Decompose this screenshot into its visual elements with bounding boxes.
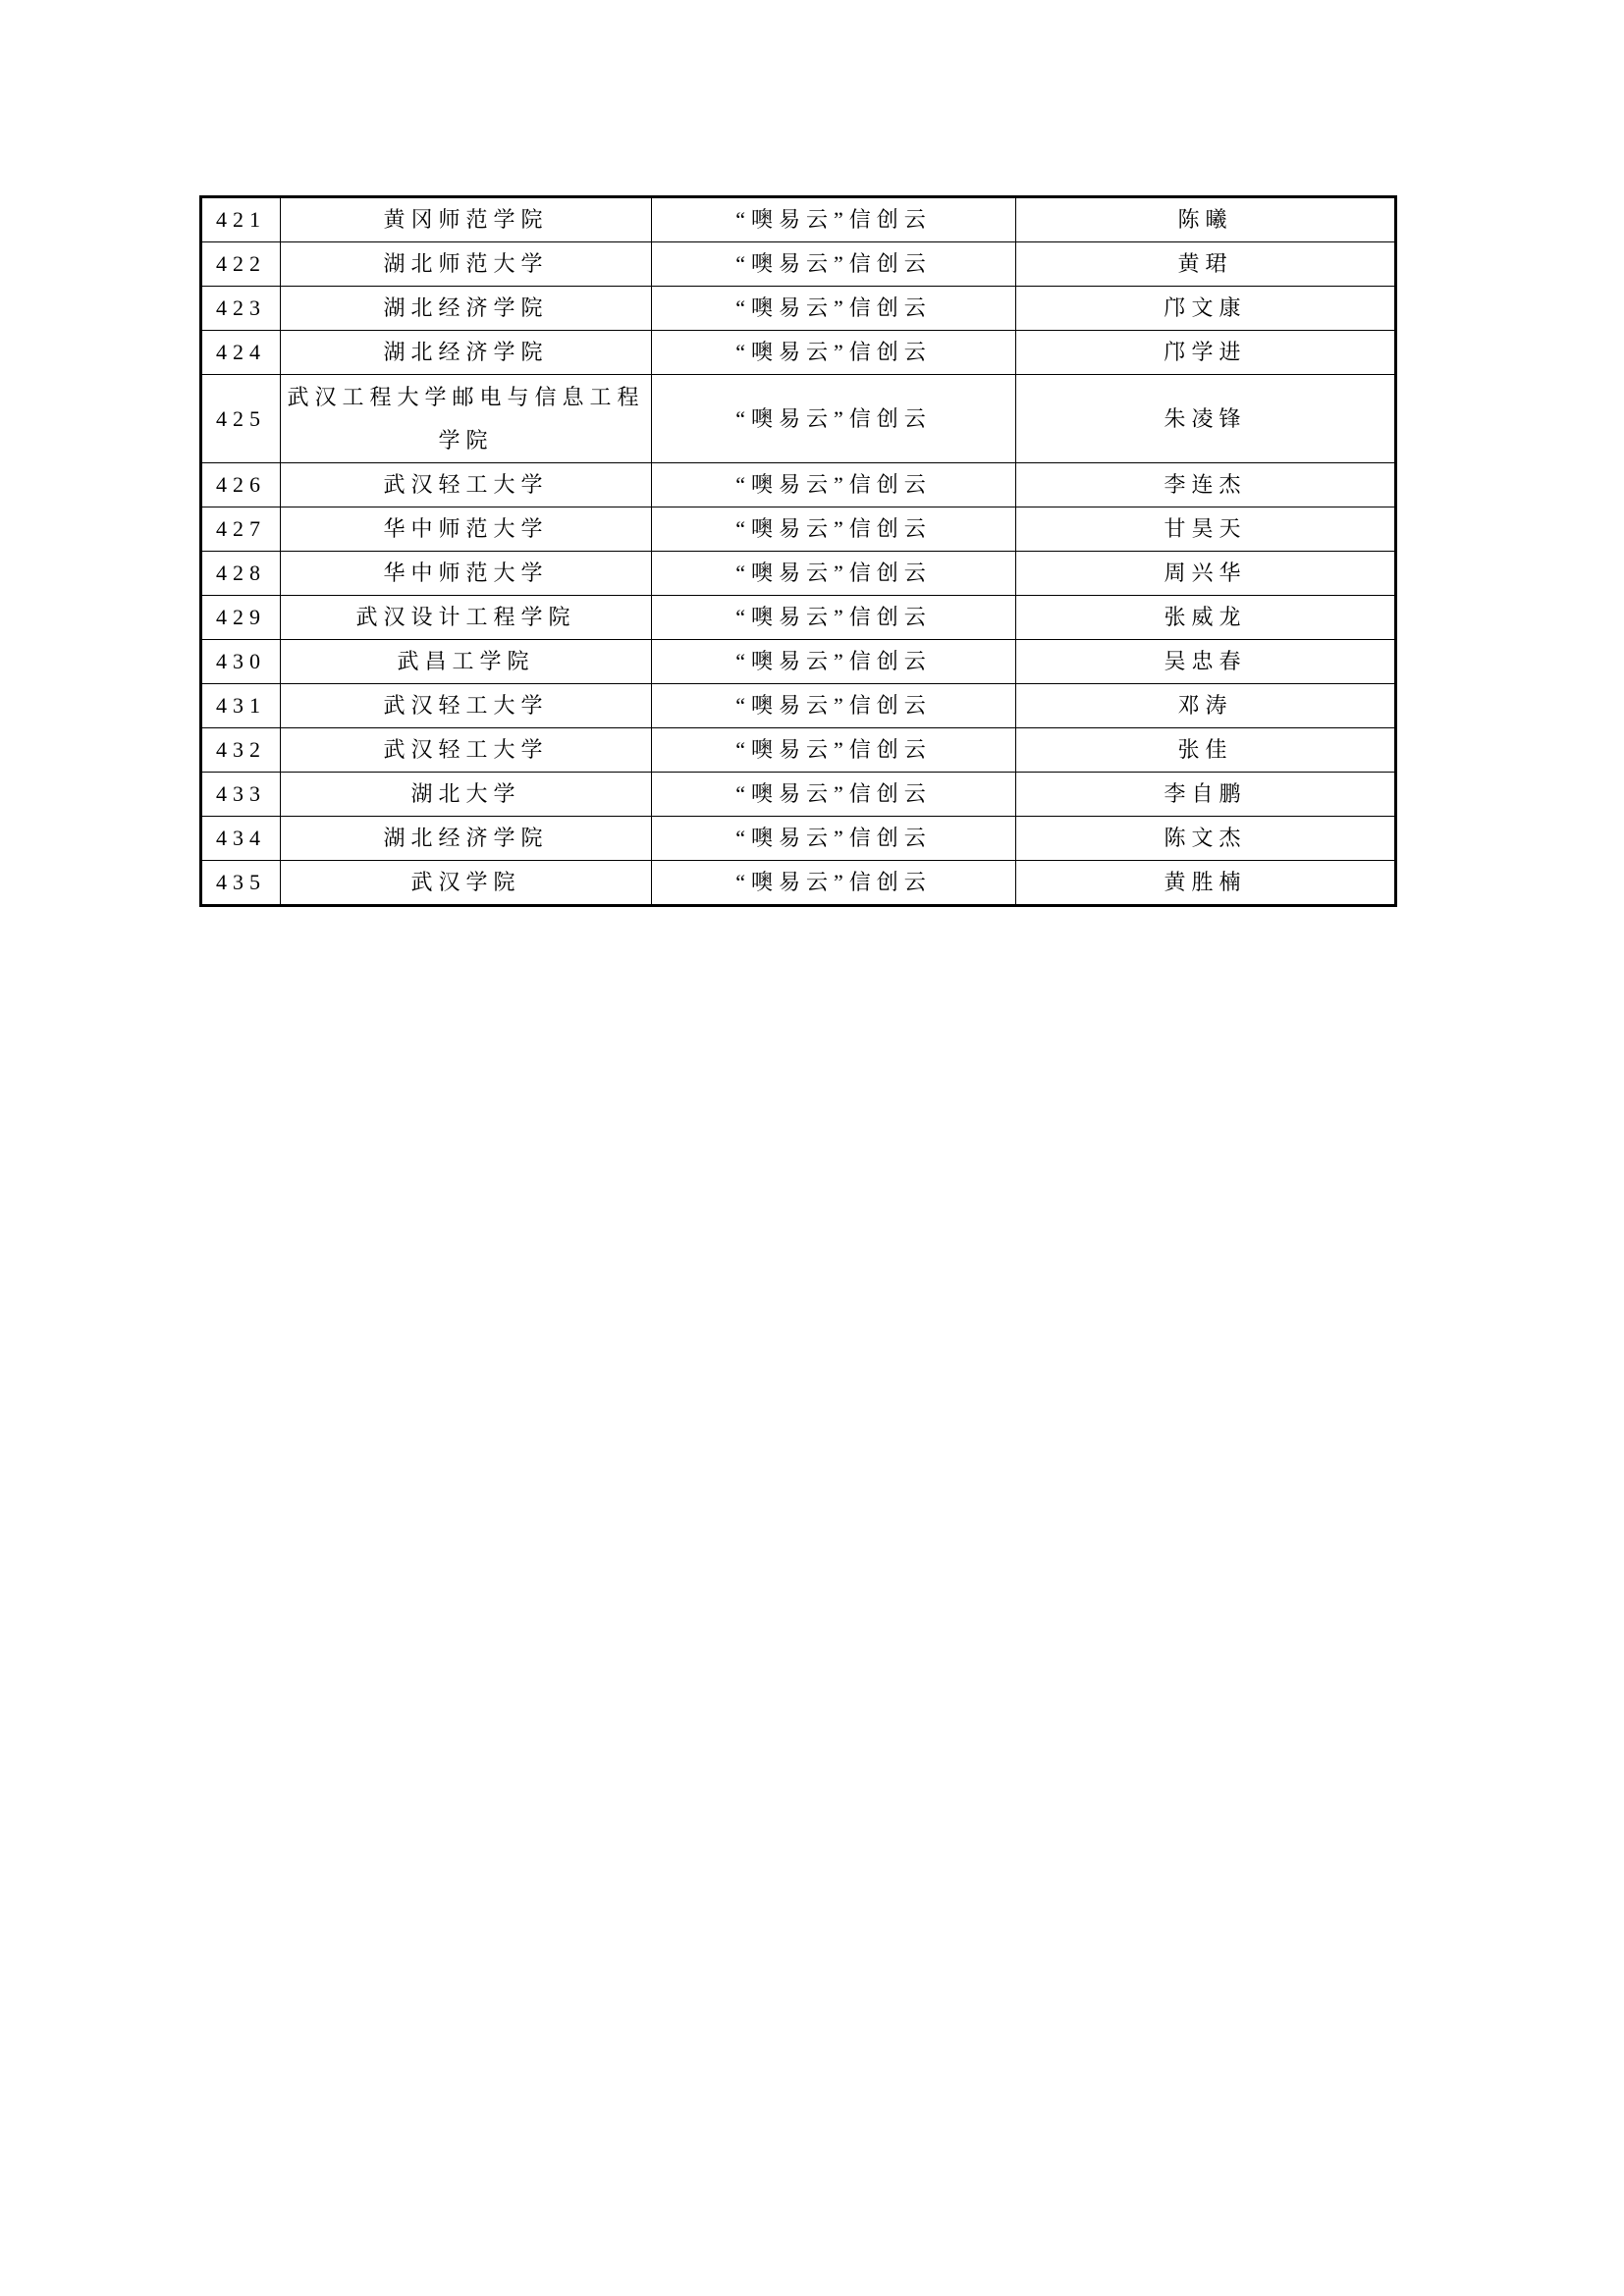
participant-name-cell: 张威龙	[1016, 596, 1396, 640]
cloud-platform-cell: “噢易云”信创云	[652, 773, 1016, 817]
cloud-platform-cell: “噢易云”信创云	[652, 552, 1016, 596]
organization-cell: 武昌工学院	[281, 640, 652, 684]
serial-cell: 424	[201, 331, 281, 375]
cloud-platform-cell: “噢易云”信创云	[652, 375, 1016, 463]
participant-name-cell: 吴忠春	[1016, 640, 1396, 684]
table-row	[201, 331, 1396, 375]
cloud-platform-cell: “噢易云”信创云	[652, 463, 1016, 507]
participant-name-cell: 张佳	[1016, 728, 1396, 773]
serial-cell: 421	[201, 197, 281, 242]
organization-cell: 湖北经济学院	[281, 331, 652, 375]
serial-cell: 426	[201, 463, 281, 507]
participant-name-cell: 陈文杰	[1016, 817, 1396, 861]
organization-cell: 武汉设计工程学院	[281, 596, 652, 640]
serial-cell: 425	[201, 375, 281, 463]
organization-cell: 湖北大学	[281, 773, 652, 817]
table-row	[201, 684, 1396, 728]
organization-cell: 黄冈师范学院	[281, 197, 652, 242]
table-row	[201, 197, 1396, 242]
organization-cell: 武汉轻工大学	[281, 463, 652, 507]
organization-cell: 湖北师范大学	[281, 242, 652, 287]
table-row	[201, 773, 1396, 817]
serial-cell: 427	[201, 507, 281, 552]
cloud-platform-cell: “噢易云”信创云	[652, 242, 1016, 287]
organization-cell: 湖北经济学院	[281, 287, 652, 331]
participant-name-cell: 邝学进	[1016, 331, 1396, 375]
cloud-platform-cell: “噢易云”信创云	[652, 197, 1016, 242]
serial-cell: 429	[201, 596, 281, 640]
organization-cell: 武汉工程大学邮电与信息工程学院	[281, 375, 652, 463]
serial-cell: 433	[201, 773, 281, 817]
organization-cell: 华中师范大学	[281, 552, 652, 596]
participant-name-cell: 陈曦	[1016, 197, 1396, 242]
participant-name-cell: 李自鹏	[1016, 773, 1396, 817]
cloud-platform-cell: “噢易云”信创云	[652, 507, 1016, 552]
serial-cell: 428	[201, 552, 281, 596]
organization-cell: 武汉轻工大学	[281, 728, 652, 773]
participant-name-cell: 黄珺	[1016, 242, 1396, 287]
organization-cell: 华中师范大学	[281, 507, 652, 552]
cloud-platform-cell: “噢易云”信创云	[652, 861, 1016, 906]
table-row	[201, 287, 1396, 331]
cloud-platform-cell: “噢易云”信创云	[652, 817, 1016, 861]
table-row	[201, 817, 1396, 861]
table-row	[201, 640, 1396, 684]
participant-name-cell: 朱凌锋	[1016, 375, 1396, 463]
organization-cell: 武汉学院	[281, 861, 652, 906]
serial-cell: 422	[201, 242, 281, 287]
table-row	[201, 552, 1396, 596]
cloud-platform-cell: “噢易云”信创云	[652, 684, 1016, 728]
table-row	[201, 596, 1396, 640]
cloud-platform-cell: “噢易云”信创云	[652, 331, 1016, 375]
cloud-platform-cell: “噢易云”信创云	[652, 728, 1016, 773]
participants-table	[199, 195, 1397, 907]
participant-name-cell: 邓涛	[1016, 684, 1396, 728]
serial-cell: 435	[201, 861, 281, 906]
table-row	[201, 242, 1396, 287]
participant-name-cell: 李连杰	[1016, 463, 1396, 507]
serial-cell: 431	[201, 684, 281, 728]
table-row	[201, 375, 1396, 463]
participant-name-cell: 黄胜楠	[1016, 861, 1396, 906]
serial-cell: 423	[201, 287, 281, 331]
table-row	[201, 463, 1396, 507]
participant-name-cell: 邝文康	[1016, 287, 1396, 331]
cloud-platform-cell: “噢易云”信创云	[652, 596, 1016, 640]
organization-cell: 湖北经济学院	[281, 817, 652, 861]
cloud-platform-cell: “噢易云”信创云	[652, 640, 1016, 684]
table-row	[201, 728, 1396, 773]
serial-cell: 430	[201, 640, 281, 684]
table-row	[201, 507, 1396, 552]
participant-name-cell: 周兴华	[1016, 552, 1396, 596]
serial-cell: 432	[201, 728, 281, 773]
table-row	[201, 861, 1396, 906]
serial-cell: 434	[201, 817, 281, 861]
organization-cell: 武汉轻工大学	[281, 684, 652, 728]
participant-name-cell: 甘昊天	[1016, 507, 1396, 552]
cloud-platform-cell: “噢易云”信创云	[652, 287, 1016, 331]
